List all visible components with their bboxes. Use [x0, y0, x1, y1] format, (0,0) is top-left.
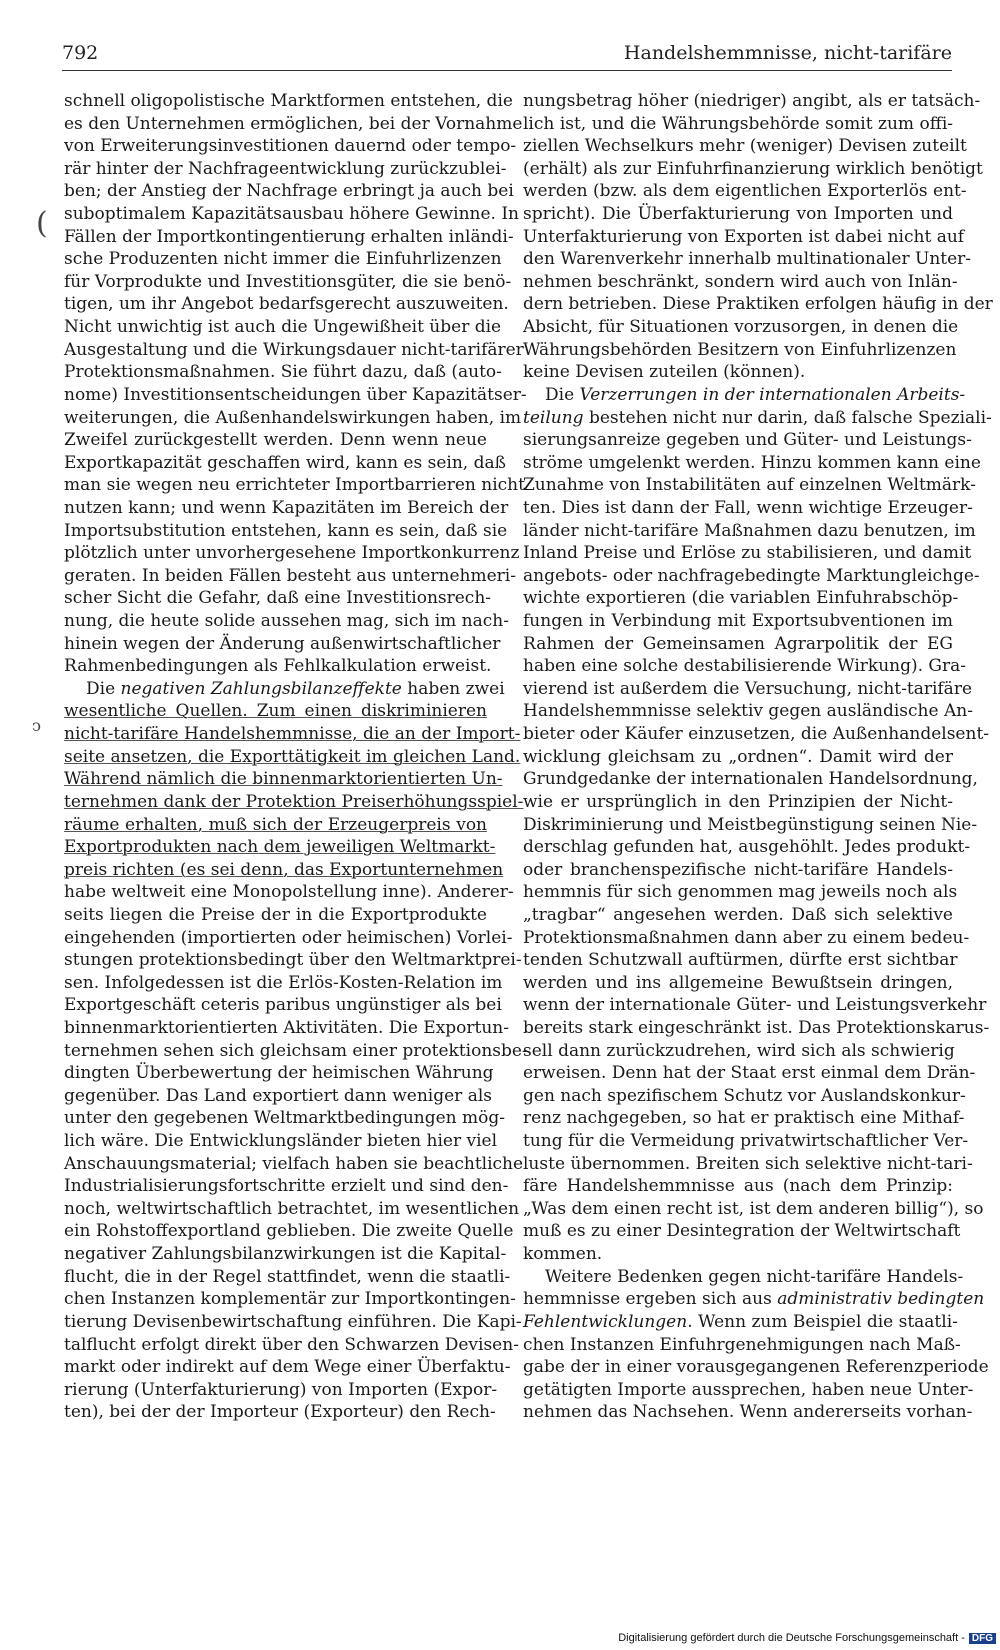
text-line: hinein wegen der Änderung außenwirtschaftlicher: [64, 633, 501, 654]
text-line: Exportgeschäft ceteris paribus ungünstiger als bei: [64, 995, 502, 1016]
text-line: dingten Überbewertung der heimischen Währung: [64, 1063, 494, 1084]
emphasis: Verzerrungen in der internationalen Arbeits-: [579, 384, 966, 405]
footer-credit: [0, 1632, 996, 1644]
dfg-logo: DFG: [969, 1633, 996, 1644]
text-line: länder nicht-tarifäre Maßnahmen dazu benutzen, im: [523, 520, 976, 541]
text-line: noch, weltwirtschaftlich betrachtet, im wesentlichen: [64, 1198, 520, 1219]
header-rule: [62, 70, 952, 71]
text-line: bieter oder Käufer einzusetzen, die Außenhandelsent-: [523, 724, 990, 745]
text-line: ten. Dies ist dann der Fall, wenn wichtige Erzeuger-: [523, 497, 973, 518]
text-line: Die negativen Zahlungsbilanzeffekte haben zwei: [86, 678, 505, 699]
text-line: geraten. In beiden Fällen besteht aus unternehmeri-: [64, 565, 516, 586]
text-line: gegenüber. Das Land exportiert dann weniger als: [64, 1085, 493, 1106]
text-line: werden und ins allgemeine Bewußtsein dringen,: [523, 972, 953, 993]
text-line: luste übernommen. Breiten sich selektive nicht-tari-: [523, 1153, 973, 1174]
margin-pencil-mark: ↄ: [32, 716, 41, 735]
text-line: sell dann zurückzudrehen, wird sich als schwierig: [523, 1040, 955, 1061]
text-line: Absicht, für Situationen vorzusorgen, in denen die: [523, 317, 959, 338]
text-line: Unterfakturierung von Exporten ist dabei nicht auf: [523, 226, 965, 247]
text-line: nehmen das Nachsehen. Wenn andererseits vorhan-: [523, 1402, 973, 1423]
text-line: tierung Devisenbewirtschaftung einführen. Die Kapi-: [64, 1311, 522, 1332]
text-line: „tragbar“ angesehen werden. Daß sich selektive: [523, 904, 953, 925]
margin-pencil-mark: (: [36, 206, 48, 241]
text-line: wesentliche Quellen. Zum einen diskriminieren: [64, 701, 487, 722]
text-line: Protektionsmaßnahmen dann aber zu einem bedeu-: [523, 927, 970, 948]
text-line: lich wäre. Die Entwicklungsländer bieten hier viel: [64, 1131, 498, 1152]
text-line: suboptimalem Kapazitätsausbau höhere Gewinne. In: [64, 204, 520, 225]
text-line: Rahmenbedingungen als Fehlkalkulation erweist.: [64, 656, 492, 677]
text-line: rär hinter der Nachfrageentwicklung zurückzublei-: [64, 158, 507, 179]
text-line: Fällen der Importkontingentierung erhalten inländi-: [64, 226, 514, 247]
text-line: ternehmen sehen sich gleichsam einer protektionsbe-: [64, 1040, 528, 1061]
text-line: für Vorprodukte und Investitionsgüter, die sie benö-: [64, 271, 512, 292]
text-line: rierung (Unterfakturierung) von Importen (Expor-: [64, 1379, 498, 1400]
text-line: lich ist, und die Währungsbehörde somit zum offi-: [523, 113, 953, 134]
text-line: gabe der in einer vorausgegangenen Referenzperiode: [523, 1357, 989, 1378]
text-line: nutzen kann; und wenn Kapazitäten im Bereich der: [64, 497, 509, 518]
text-line: weiterungen, die Außenhandelswirkungen haben, im: [64, 407, 522, 428]
text-line: Währungsbehörden Besitzern von Einfuhrlizenzen: [523, 339, 957, 360]
text-line: negativer Zahlungsbilanzwirkungen ist die Kapital-: [64, 1244, 507, 1265]
text-line: vierend ist außerdem die Versuchung, nicht-tarifäre: [523, 678, 973, 699]
text-line: binnenmarktorientierten Aktivitäten. Die Exportun-: [64, 1017, 509, 1038]
emphasis: Fehlentwicklungen: [523, 1311, 688, 1332]
text-line: sche Produzenten nicht immer die Einfuhrlizenzen: [64, 249, 502, 270]
text-line: man sie wegen neu errichteter Importbarrieren nicht: [64, 475, 525, 496]
text-line: renz nachgegeben, so hat er praktisch eine Mithaf-: [523, 1108, 965, 1129]
text-line: bereits stark eingeschränkt ist. Das Protektionskarus-: [523, 1017, 990, 1038]
text-line: unter den gegebenen Weltmarktbedingungen mög-: [64, 1108, 506, 1129]
text-line: wichte exportieren (die variablen Einfuhrabschöp-: [523, 588, 959, 609]
text-line: getätigten Importe aussprechen, haben neue Unter-: [523, 1379, 974, 1400]
text-line: Nicht unwichtig ist auch die Ungewißheit über die: [64, 317, 502, 338]
text-line: wenn der internationale Güter- und Leistungsverkehr: [523, 995, 987, 1016]
text-line: Die Verzerrungen in der internationalen Arbeits-: [545, 384, 966, 405]
text-line: tung für die Vermeidung privatwirtschaftlicher Ver-: [523, 1131, 969, 1152]
text-line: eingehenden (importierten oder heimischen) Vorlei-: [64, 927, 513, 948]
text-line: Anschauungsmaterial; vielfach haben sie beachtliche: [64, 1153, 524, 1174]
text-line: Weitere Bedenken gegen nicht-tarifäre Handels-: [545, 1266, 964, 1287]
text-line: nehmen beschränkt, sondern wird auch von Inlän-: [523, 271, 958, 292]
text-line: dern betrieben. Diese Praktiken erfolgen häufig in der: [523, 294, 993, 315]
text-line: erweisen. Denn hat der Staat erst einmal dem Drän-: [523, 1063, 976, 1084]
text-line: Ausgestaltung und die Wirkungsdauer nicht-tarifärer: [64, 339, 524, 360]
text-line: nungsbetrag höher (niedriger) angibt, als er tatsäch-: [523, 91, 981, 111]
text-line: Zunahme von Instabilitäten auf einzelnen Weltmärk-: [523, 475, 976, 496]
text-line: seite ansetzen, die Exporttätigkeit im gleichen Land.: [64, 746, 521, 767]
text-line: ten), bei der der Importeur (Exporteur) den Rech-: [64, 1402, 496, 1423]
text-line: ein Rohstoffexportland geblieben. Die zweite Quelle: [64, 1221, 514, 1242]
text-line: keine Devisen zuteilen (können).: [523, 362, 806, 383]
text-line: hemmnisse ergeben sich aus administrativ bedingten: [523, 1289, 985, 1310]
text-line: seits liegen die Preise der in die Exportprodukte: [64, 904, 487, 925]
text-line: stungen protektionsbedingt über den Weltmarktprei-: [64, 950, 522, 971]
text-line: teilung bestehen nicht nur darin, daß falsche Speziali-: [523, 407, 992, 428]
text-line: gen nach spezifischem Schutz vor Auslandskonkur-: [523, 1085, 966, 1106]
text-line: sen. Infolgedessen ist die Erlös-Kosten-Relation im: [64, 972, 503, 993]
text-line: nicht-tarifäre Handelshemmnisse, die an der Import-: [64, 724, 521, 745]
text-line: Inland Preise und Erlöse zu stabilisieren, und damit: [523, 543, 972, 564]
text-line: hemmnis für sich genommen mag jeweils noch als: [523, 882, 958, 903]
text-line: nung, die heute solide aussehen mag, sich im nach-: [64, 611, 509, 632]
right-text-column: [523, 90, 993, 1424]
emphasis: administrativ bedingten: [777, 1289, 985, 1310]
text-line: tenden Schutzwall auftürmen, dürfte erst sichtbar: [523, 950, 958, 971]
text-line: preis richten (es sei denn, das Exportunternehmen: [64, 859, 504, 880]
text-line: plötzlich unter unvorhergesehene Importkonkurrenz: [64, 543, 520, 564]
text-line: wie er ursprünglich in den Prinzipien der Nicht-: [523, 791, 953, 812]
text-line: nome) Investitionsentscheidungen über Kapazitätser-: [64, 384, 527, 405]
text-line: oder branchenspezifische nicht-tarifäre Handels-: [523, 859, 953, 880]
text-line: ziellen Wechselkurs mehr (weniger) Devisen zuteilt: [523, 136, 967, 157]
text-line: markt oder indirekt auf dem Wege einer Überfaktu-: [64, 1357, 511, 1378]
text-line: Exportkapazität geschaffen wird, kann es sein, daß: [64, 452, 506, 473]
page-header: [62, 38, 952, 68]
text-line: haben eine solche destabilisierende Wirkung). Gra-: [523, 656, 966, 677]
text-line: Fehlentwicklungen. Wenn zum Beispiel die staatli-: [523, 1311, 958, 1332]
text-line: talflucht erfolgt direkt über den Schwarzen Devisen-: [64, 1334, 519, 1355]
text-line: Rahmen der Gemeinsamen Agrarpolitik der EG: [523, 633, 953, 654]
text-line: angebots- oder nachfragebedingte Marktungleichge-: [523, 565, 980, 586]
emphasis: teilung: [523, 407, 584, 428]
text-line: „Was dem einen recht ist, ist dem anderen billig“), so: [523, 1198, 984, 1219]
text-line: Industrialisierungsfortschritte erzielt und sind den-: [64, 1176, 509, 1197]
text-line: räume erhalten, muß sich der Erzeugerpreis von: [64, 814, 487, 835]
running-title: Handelshemmnisse, nicht-tarifäre: [623, 42, 952, 64]
text-line: es den Unternehmen ermöglichen, bei der Vornahme: [64, 113, 523, 134]
page-number: 792: [62, 42, 99, 64]
text-line: muß es zu einer Desintegration der Weltwirtschaft: [523, 1221, 961, 1242]
text-line: Exportprodukten nach dem jeweiligen Weltmarkt-: [64, 837, 496, 858]
text-line: (erhält) als zur Einfuhrfinanzierung wirklich benötigt: [523, 158, 983, 179]
text-line: Protektionsmaßnahmen. Sie führt dazu, daß (auto-: [64, 362, 502, 383]
text-line: scher Sicht die Gefahr, daß eine Investitionsrech-: [64, 588, 492, 609]
text-line: flucht, die in der Regel stattfindet, wenn die staatli-: [64, 1266, 511, 1287]
text-line: den Warenverkehr innerhalb multinationaler Unter-: [523, 249, 972, 270]
text-line: habe weltweit eine Monopolstellung inne). Anderer-: [64, 882, 514, 903]
text-line: sierungsanreize gegeben und Güter- und Leistungs-: [523, 430, 972, 451]
text-line: werden (bzw. als dem eigentlichen Exporterlös ent-: [523, 181, 967, 202]
text-line: kommen.: [523, 1244, 603, 1265]
text-line: spricht). Die Überfakturierung von Importen und: [523, 204, 953, 225]
text-line: wicklung gleichsam zu „ordnen“. Damit wird der: [523, 746, 953, 767]
emphasis: negativen Zahlungsbilanzeffekte: [120, 678, 402, 699]
left-text-column: [64, 90, 528, 1424]
text-line: ströme umgelenkt werden. Hinzu kommen kann eine: [523, 452, 981, 473]
text-line: ternehmen dank der Protektion Preiserhöhungsspiel-: [64, 791, 524, 812]
footer-text: Digitalisierung gefördert durch die Deutsche Forschungsgemeinschaft -: [618, 1632, 965, 1644]
text-line: Handelshemmnisse selektiv gegen ausländische An-: [523, 701, 973, 722]
text-line: tigen, um ihr Angebot bedarfsgerecht auszuweiten.: [64, 294, 509, 315]
text-line: Diskriminierung und Meistbegünstigung seinen Nie-: [523, 814, 978, 835]
text-line: färe Handelshemmnisse aus (nach dem Prinzip:: [523, 1176, 953, 1197]
text-line: Grundgedanke der internationalen Handelsordnung,: [523, 769, 978, 790]
text-line: fungen in Verbindung mit Exportsubventionen im: [523, 611, 953, 632]
text-line: Während nämlich die binnenmarktorientierten Un-: [64, 769, 503, 790]
text-line: Zweifel zurückgestellt werden. Denn wenn neue: [64, 430, 487, 451]
text-line: chen Instanzen komplementär zur Importkontingen-: [64, 1289, 516, 1310]
text-line: von Erweiterungsinvestitionen dauernd oder tempo-: [64, 136, 517, 157]
text-line: derschlag gefunden hat, ausgehöhlt. Jedes produkt-: [523, 837, 971, 858]
text-line: schnell oligopolistische Marktformen entstehen, die: [64, 91, 513, 111]
text-line: ben; der Anstieg der Nachfrage erbringt ja auch bei: [64, 181, 514, 202]
text-line: chen Instanzen Einfuhrgenehmigungen nach Maß-: [523, 1334, 961, 1355]
text-line: Importsubstitution entstehen, kann es sein, daß sie: [64, 520, 508, 541]
